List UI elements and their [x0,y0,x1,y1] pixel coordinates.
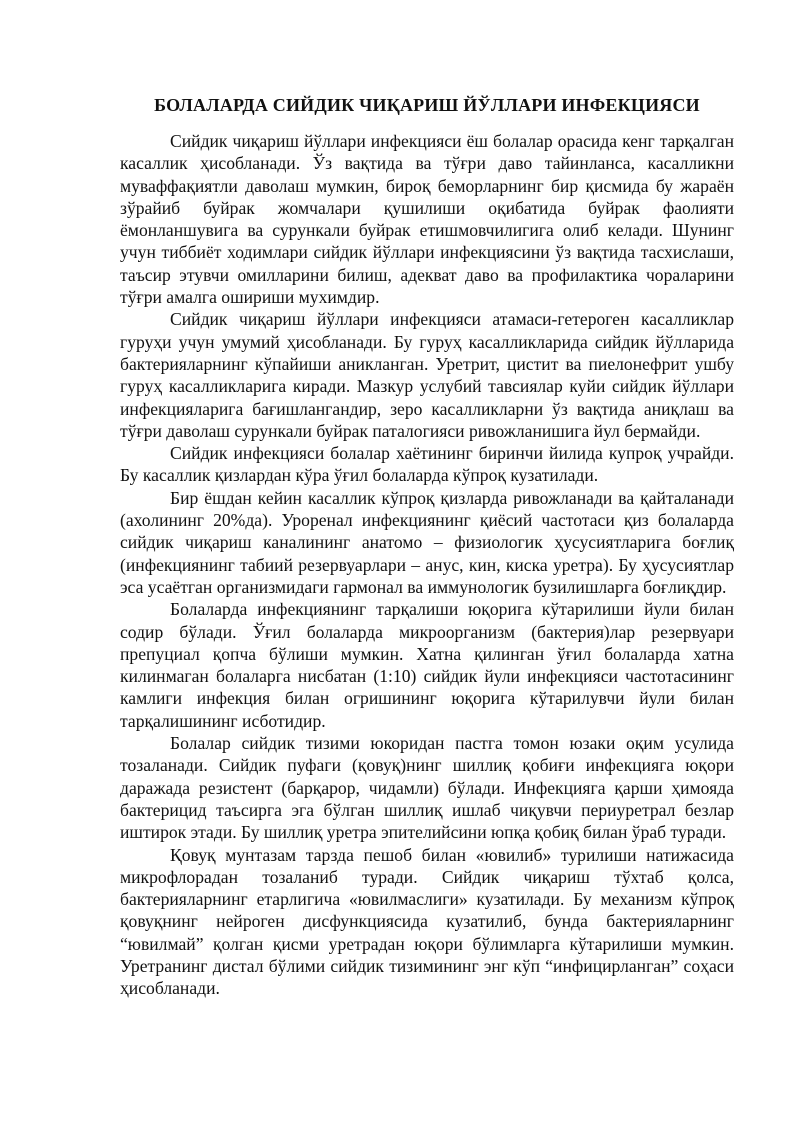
paragraph-1: Сийдик чиқариш йўллари инфекцияси ёш болалар орасида кенг тарқалган касаллик ҳисобланади. Ўз вақтида ва тўғри даво тайинланса, касалликни муваффақиятли даволаш мумкин, бироқ беморларнинг бир қисмида бу жараён зўрайиб буйрак жомчалари қушилиши оқибатида буйрак фаолияти ёмонланшувига ва сурункали буйрак етишмовчилигига олиб келади. Шунинг учун тиббиёт ходимлари сийдик йўллари инфекциясини ўз вақтида тасхислаши, таъсир этувчи омилларини билиш, адекват даво ва профилактика чораларини тўғри амалга ошириши мухимдир. [120,131,734,308]
paragraph-6: Болалар сийдик тизими юкоридан пастга томон юзаки оқим усулида тозаланади. Сийдик пуфаги (қовуқ)нинг шиллиқ қобиғи инфекцияга юқори даражада резистент (барқарор, чидамли) бўлади. Инфекцияга қарши ҳимояда бактерицид таъсирга эга бўлган шиллиқ ишлаб чиқувчи периуретрал безлар иштирок этади. Бу шиллиқ уретра эпителийсини юпқа қобиқ билан ўраб туради. [120,733,734,843]
paragraph-5: Болаларда инфекциянинг тарқалиши юқорига кўтарилиши йули билан содир бўлади. Ўғил болаларда микроорганизм (бактерия)лар резервуари препуциал қопча бўлиши мумкин. Хатна қилинган ўғил болаларда хатна килинмаган болаларга нисбатан (1:10) сийдик йули инфекцияси частотасининг камлиги инфекция билан огришининг юқорига кўтарилувчи йули билан тарқалишининг исботидир. [120,599,734,731]
paragraph-4: Бир ёшдан кейин касаллик кўпроқ қизларда ривожланади ва қайталанади (ахолининг 20%да). Уроренал инфекциянинг қиёсий частотаси қиз болаларда сийдик чиқариш каналининг анатомо – физиологик ҳусусиятларига боғлиқ (инфекциянинг табиий резервуарлари – анус, кин, киска уретра). Бу ҳусусиятлар эса усаётган организмидаги гармонал ва иммунологик бузилишларга боғлиқдир. [120,487,734,597]
document-title: БОЛАЛАРДА СИЙДИК ЧИҚАРИШ ЙЎЛЛАРИ ИНФЕКЦИЯСИ [154,95,700,115]
paragraph-3: Сийдик инфекцияси болалар хаётининг биринчи йилида купроқ учрайди. Бу касаллик қизлардан кўра ўғил болаларда кўпроқ кузатилади. [120,443,734,486]
paragraph-2: Сийдик чиқариш йўллари инфекцияси атамаси-гетероген касалликлар гуруҳи учун умумий ҳисобланади. Бу гуруҳ касалликларида сийдик йўлларида бактерияларнинг кўпайиши аникланган. Уретрит, цистит ва пиелонефрит ушбу гуруҳ касалликларига киради. Мазкур услубий тавсиялар куйи сийдик йўллари инфекцияларига бағишлангандир, зеро касалликларни ўз вақтида аниқлаш ва тўғри даволаш сурункали буйрак паталогияси ривожланишига йул бермайди. [120,309,734,441]
paragraph-7: Қовуқ мунтазам тарзда пешоб билан «ювилиб» турилиши натижасида микрофлорадан тозаланиб туради. Сийдик чиқариш тўхтаб қолса, бактерияларнинг етарлигича «ювилмаслиги» кузатилади. Бу механизм кўпроқ қовуқнинг нейроген дисфункциясида кузатилиб, бунда бактерияларнинг “ювилмай” қолган қисми уретрадан юқори бўлимларга кўтарилиши мумкин. Уретранинг дистал бўлими сийдик тизимининг энг кўп “инфицирланган” соҳаси ҳисобланади. [120,844,734,999]
document-page [120,92,734,1000]
